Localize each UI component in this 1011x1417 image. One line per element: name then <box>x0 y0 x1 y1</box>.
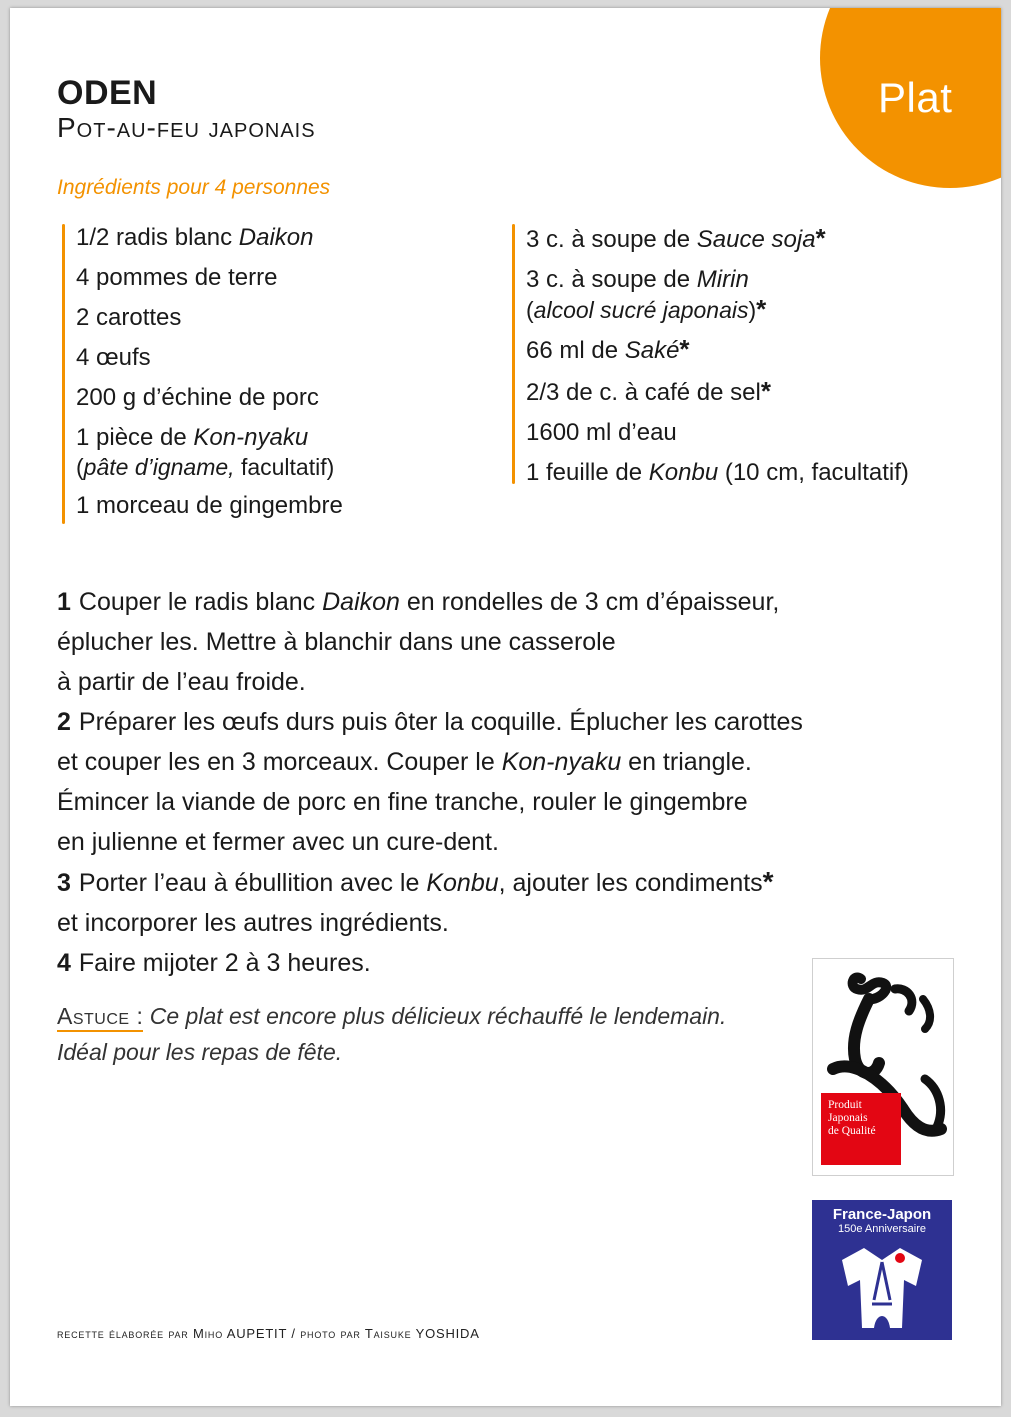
category-label: Plat <box>878 74 953 121</box>
ingredient-item: 1 pièce de Kon-nyaku (pâte d’igname, facultatif) <box>76 424 335 480</box>
accent-bar <box>62 224 65 524</box>
tip-label: Astuce : <box>57 1003 143 1032</box>
recipe-steps <box>57 582 937 983</box>
ingredient-item: 4 œufs <box>76 344 151 371</box>
ingredient-item: 1600 ml d’eau <box>526 419 677 446</box>
recipe-card <box>10 8 1001 1406</box>
ingredient-item: 66 ml de Saké* <box>526 334 690 364</box>
step-2: 2 Préparer les œufs durs puis ôter la coquille. Éplucher les carottes et couper les en 3 morceaux. Couper le Kon-nyaku en triangle. Émincer la viande de porc en fine tranche, rouler le gingembre en julienne et fermer avec un cure-dent. <box>57 708 803 856</box>
ingredient-item: 2/3 de c. à café de sel* <box>526 376 771 406</box>
ingredient-item: 3 c. à soupe de Sauce soja* <box>526 223 826 253</box>
ingredient-item: 1 morceau de gingembre <box>76 492 343 519</box>
ingredient-item: 1 feuille de Konbu (10 cm, facultatif) <box>526 459 909 486</box>
ingredient-item: 200 g d’échine de porc <box>76 384 319 411</box>
quality-badge: Produit Japonais de Qualité <box>821 1093 901 1165</box>
tip-note: Astuce : Ce plat est encore plus délicieux réchauffé le lendemain. Idéal pour les repas de fête. <box>57 1003 727 1065</box>
step-4: 4 Faire mijoter 2 à 3 heures. <box>57 949 371 977</box>
ingredient-item: 2 carottes <box>76 304 182 331</box>
step-1: 1 Couper le radis blanc Daikon en rondelles de 3 cm d’épaisseur, éplucher les. Mettre à blanchir dans une casserole à partir de l’eau froide. <box>57 588 780 696</box>
accent-bar <box>512 224 515 484</box>
france-japon-logo: France-Japon 150e Anniversaire <box>812 1200 952 1340</box>
ingredient-item: 1/2 radis blanc Daikon <box>76 224 314 251</box>
credits: recette élaborée par Miho AUPETIT / photo par Taisuke YOSHIDA <box>57 1326 480 1341</box>
ingredients-right-column <box>512 218 972 493</box>
ingredients-left-column <box>62 218 482 526</box>
ingredient-item: 3 c. à soupe de Mirin (alcool sucré japonais)* <box>526 266 767 324</box>
step-3: 3 Porter l’eau à ébullition avec le Konbu, ajouter les condiments* et incorporer les autres ingrédients. <box>57 866 774 937</box>
ingredients-heading: Ingrédients pour 4 personnes <box>57 176 331 199</box>
ingredient-item: 4 pommes de terre <box>76 264 278 291</box>
quality-label-logo <box>812 958 954 1176</box>
recipe-subtitle: Pot-au-feu japonais <box>57 112 316 143</box>
recipe-title: ODEN <box>57 74 158 112</box>
